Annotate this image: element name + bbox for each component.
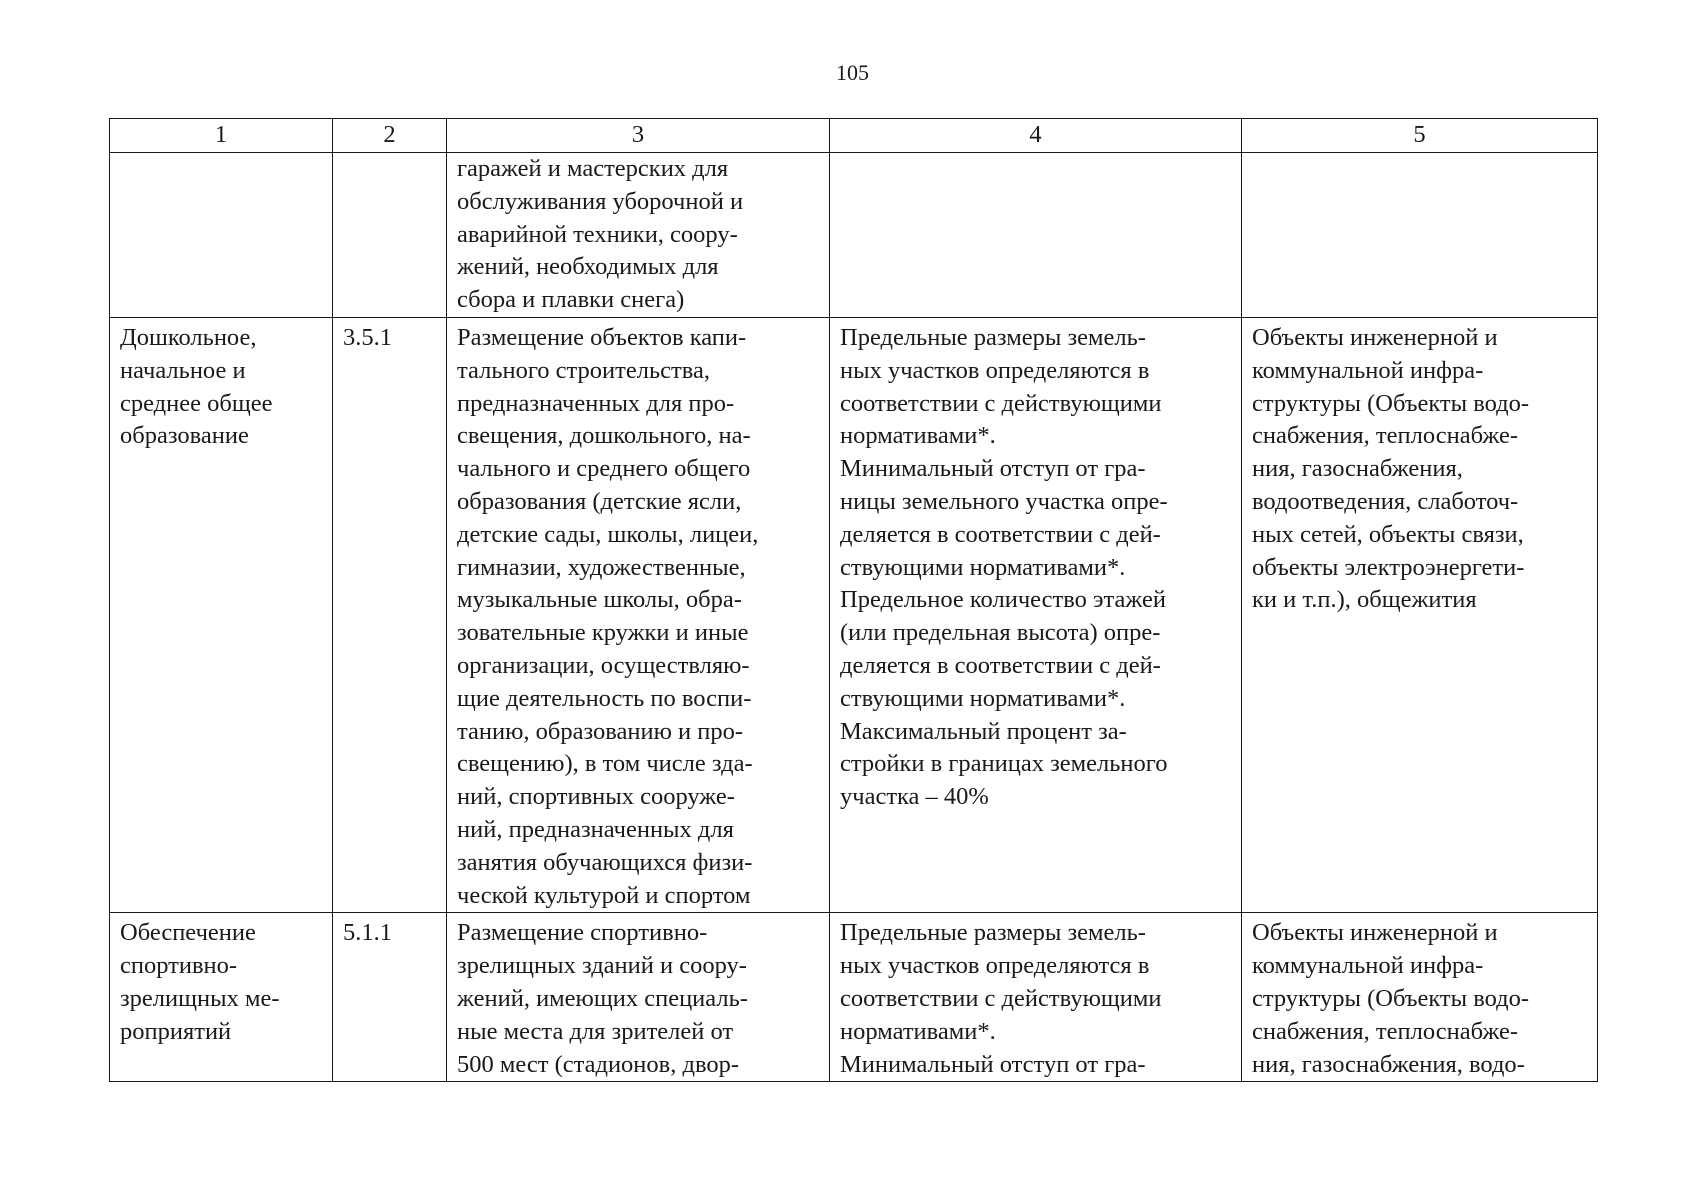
cell-parameters bbox=[830, 153, 1242, 318]
table-header-row bbox=[110, 119, 1598, 153]
table-row bbox=[110, 913, 1598, 1082]
table-row bbox=[110, 153, 1598, 318]
page-number: 105 bbox=[836, 60, 869, 85]
cell-land-use-type: Дошкольное, начальное и среднее общее образование bbox=[110, 318, 333, 913]
cell-code: 3.5.1 bbox=[333, 318, 447, 913]
table-row bbox=[110, 318, 1598, 913]
cell-description: гаражей и мастерских для обслуживания уборочной и аварийной техники, соору- жений, необходимых для сбора и плавки снега) bbox=[447, 153, 830, 318]
cell-parameters: Предельные размеры земель- ных участков определяются в соответствии с действующими нормативами*. Минимальный отступ от гра- bbox=[830, 913, 1242, 1082]
cell-auxiliary-uses: Объекты инженерной и коммунальной инфра- структуры (Объекты водо- снабжения, теплоснабже- ния, газоснабжения, водо- bbox=[1242, 913, 1598, 1082]
cell-auxiliary-uses: Объекты инженерной и коммунальной инфра- структуры (Объекты водо- снабжения, теплоснабже- ния, газоснабжения, водоотведения, слаботоч- ных сетей, объекты связи, объекты электроэнергети- ки и т.п.), общежития bbox=[1242, 318, 1598, 913]
header-cell-2: 2 bbox=[333, 119, 447, 153]
header-cell-4: 4 bbox=[830, 119, 1242, 153]
cell-land-use-type: Обеспечение спортивно- зрелищных ме- роприятий bbox=[110, 913, 333, 1082]
cell-land-use-type bbox=[110, 153, 333, 318]
cell-description: Размещение объектов капи- тального строительства, предназначенных для про- свещения, дошкольного, на- чального и среднего общего образования (детские ясли, детские сады, школы, лицеи, гимназии, художественные, музыкальные школы, обра- зовательные кружки и иные организации, осуществляю- щие деятельность по воспи- танию, образованию и про- свещению), в том числе зда- ний, спортивных сооруже- ний, предназначенных для занятия обучающихся физи- ческой культурой и спортом bbox=[447, 318, 830, 913]
cell-description: Размещение спортивно- зрелищных зданий и соору- жений, имеющих специаль- ные места для зрителей от 500 мест (стадионов, двор- bbox=[447, 913, 830, 1082]
land-use-table bbox=[109, 118, 1598, 1082]
header-cell-5: 5 bbox=[1242, 119, 1598, 153]
cell-parameters: Предельные размеры земель- ных участков определяются в соответствии с действующими нормативами*. Минимальный отступ от гра- ницы земельного участка опре- деляется в соответствии с дей- ствующими нормативами*. Предельное количество этажей (или предельная высота) опре- деляется в соответствии с дей- ствующими нормативами*. Максимальный процент за- стройки в границах земельного участка – 40% bbox=[830, 318, 1242, 913]
header-cell-1: 1 bbox=[110, 119, 333, 153]
cell-code bbox=[333, 153, 447, 318]
header-cell-3: 3 bbox=[447, 119, 830, 153]
cell-auxiliary-uses bbox=[1242, 153, 1598, 318]
cell-code: 5.1.1 bbox=[333, 913, 447, 1082]
